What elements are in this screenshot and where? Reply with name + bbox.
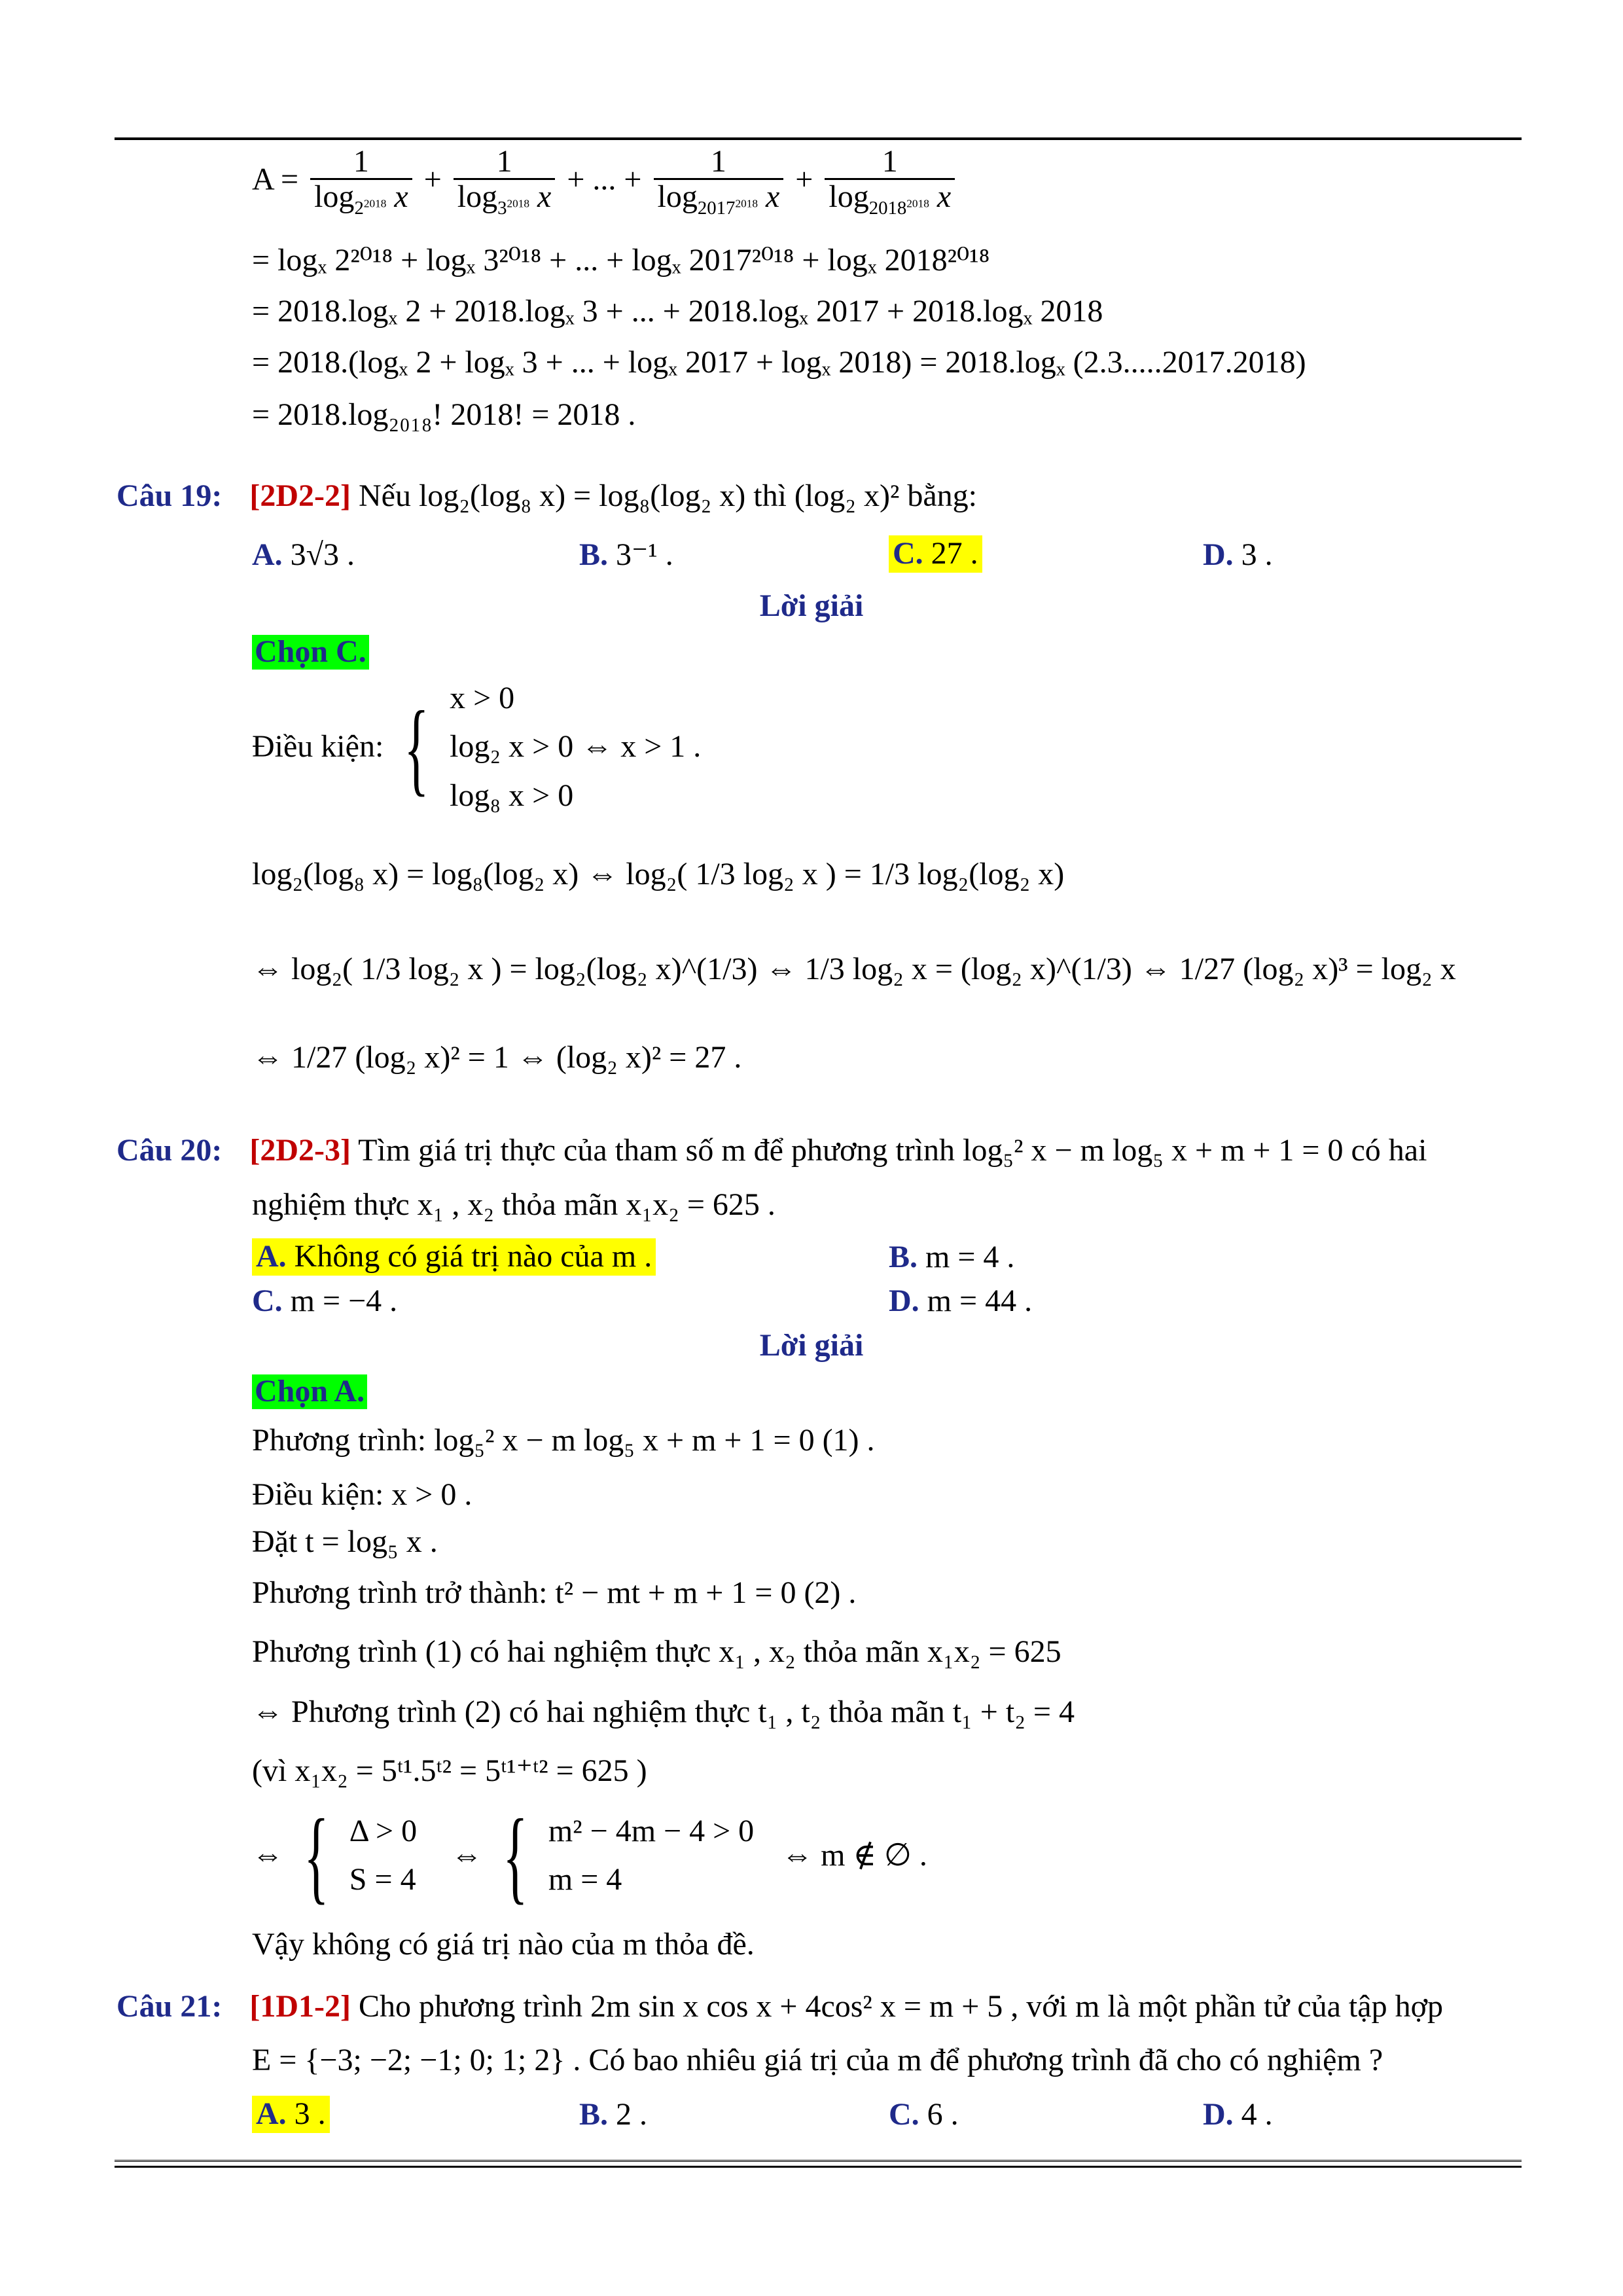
q20-text-2: nghiệm thực x₁ , x₂ thỏa mãn x₁x₂ = 625 . bbox=[252, 1187, 776, 1222]
q20-line-1: Phương trình: log₅² x − m log₅ x + m + 1 = 0 (1) . bbox=[252, 1423, 875, 1458]
q20-line-6: ⇔ Phương trình (2) có hai nghiệm thực t₁ , t₂ thỏa mãn t₁ + t₂ = 4 bbox=[252, 1695, 1075, 1729]
q21-tag: [1D1-2] bbox=[249, 1989, 351, 2024]
q19-condition bbox=[252, 674, 701, 820]
top-rule bbox=[115, 137, 1522, 140]
derivation-line-3: = 2018.logₓ 2 + 2018.logₓ 3 + ... + 2018.logₓ 2017 + 2018.logₓ 2018 bbox=[252, 294, 1103, 329]
q21-option-d[interactable]: D. 4 . bbox=[1203, 2097, 1273, 2132]
derivation-line-2: = logₓ 2²⁰¹⁸ + logₓ 3²⁰¹⁸ + ... + logₓ 2017²⁰¹⁸ + logₓ 2018²⁰¹⁸ bbox=[252, 243, 990, 278]
frac-term-2: $\frac{1}{\log_{3^{2018}} x}$ bbox=[454, 145, 556, 219]
q19-option-d[interactable]: D. 3 . bbox=[1203, 537, 1273, 572]
q21-label: Câu 21: bbox=[116, 1989, 223, 2024]
q20-line-5: Phương trình (1) có hai nghiệm thực x₁ , x₂ thỏa mãn x₁x₂ = 625 bbox=[252, 1634, 1061, 1669]
q21-option-c[interactable]: C. 6 . bbox=[889, 2097, 959, 2132]
q19-solution-title: Lời giải bbox=[759, 588, 864, 623]
q20-system-result: ⇔ m ∉ ∅ . bbox=[781, 1837, 927, 1873]
q20-tag: [2D2-3] bbox=[249, 1133, 351, 1168]
q21-text-1: Cho phương trình 2m sin x cos x + 4cos² x = m + 5 , với m là một phần tử của tập hợp bbox=[358, 1989, 1443, 2024]
q21-text-2: E = {−3; −2; −1; 0; 1; 2} . Có bao nhiêu giá trị của m để phương trình đã cho có nghiệm ? bbox=[252, 2043, 1383, 2077]
q20-line-3: Đặt t = log₅ x . bbox=[252, 1524, 438, 1559]
bottom-rule bbox=[115, 2160, 1522, 2168]
q19-step-3: ⇔ 1/27 (log₂ x)² = 1 ⇔ (log₂ x)² = 27 . bbox=[252, 1040, 742, 1075]
q19-step-1: log₂(log₈ x) = log₈(log₂ x) ⇔ log₂( 1/3 log₂ x ) = 1/3 log₂(log₂ x) bbox=[252, 857, 1065, 891]
brace-icon: { bbox=[304, 1797, 329, 1914]
q20-option-d[interactable]: D. m = 44 . bbox=[889, 1283, 1033, 1318]
q19-option-c[interactable]: C. 27 . bbox=[889, 535, 982, 573]
q20-label: Câu 20: bbox=[116, 1133, 223, 1168]
frac-term-4: $\frac{1}{\log_{2018^{2018}} x}$ bbox=[825, 145, 955, 219]
q20-solution-title: Lời giải bbox=[759, 1328, 864, 1363]
q20-line-7: (vì x₁x₂ = 5ᵗ¹.5ᵗ² = 5ᵗ¹⁺ᵗ² = 625 ) bbox=[252, 1753, 647, 1788]
q19-option-b[interactable]: B. 3⁻¹ . bbox=[579, 537, 673, 572]
q20-system-left: Δ > 0 S = 4 bbox=[349, 1813, 418, 1897]
q20-option-c[interactable]: C. m = −4 . bbox=[252, 1283, 398, 1318]
derivation-line-5: = 2018.log₂₀₁₈! 2018! = 2018 . bbox=[252, 397, 636, 432]
frac-term-1: $\frac{1}{\log_{2^{2018}} x}$ bbox=[310, 145, 412, 219]
q19-step-2: ⇔ log₂( 1/3 log₂ x ) = log₂(log₂ x)^(1/3) ⇔ 1/3 log₂ x = (log₂ x)^(1/3) ⇔ 1/27 (log₂ x)³ = log₂ x bbox=[252, 952, 1456, 986]
derivation-line-4: = 2018.(logₓ 2 + logₓ 3 + ... + logₓ 2017 + logₓ 2018) = 2018.logₓ (2.3.....2017.2018) bbox=[252, 345, 1306, 380]
q19-header bbox=[116, 479, 977, 514]
q19-label: Câu 19: bbox=[116, 478, 223, 513]
q21-option-b[interactable]: B. 2 . bbox=[579, 2097, 648, 2132]
q19-condition-label: Điều kiện: bbox=[252, 729, 384, 764]
q20-option-a[interactable]: A. Không có giá trị nào của m . bbox=[252, 1238, 656, 1276]
q21-header bbox=[116, 1990, 1443, 2024]
q19-option-a[interactable]: A. 3√3 . bbox=[252, 537, 355, 572]
q20-system: ⇔ { Δ > 0 S = 4 ⇔ { m² − 4m − 4 > 0 m = 4 ⇔ m ∉ ∅ . bbox=[252, 1797, 927, 1914]
q20-option-b[interactable]: B. m = 4 . bbox=[889, 1240, 1015, 1274]
q20-conclusion: Vậy không có giá trị nào của m thỏa đề. bbox=[252, 1927, 755, 1962]
q20-system-right: m² − 4m − 4 > 0 m = 4 bbox=[548, 1813, 755, 1897]
q21-option-a[interactable]: A. 3 . bbox=[252, 2096, 330, 2133]
q19-condition-system: x > 0 log₂ x > 0 ⇔ x > 1 . log₈ x > 0 bbox=[450, 681, 702, 813]
derivation-line-a: A = $\frac{1}{\log_{2^{2018}} x}$ + $\frac{1}{\log_{3^{2018}} x}$ + ... + $\frac{1}{\log_{2017^{2018}} x}$ + $\frac{1}{\log_{2018^{2018}} x}$ bbox=[252, 145, 959, 219]
brace-icon: { bbox=[503, 1797, 528, 1914]
q20-choice: Chọn A. bbox=[252, 1374, 367, 1409]
q19-text: Nếu log₂(log₈ x) = log₈(log₂ x) thì (log₂ x)² bằng: bbox=[358, 478, 977, 513]
brace-icon: { bbox=[404, 689, 429, 806]
q20-line-2: Điều kiện: x > 0 . bbox=[252, 1477, 473, 1512]
q19-choice: Chọn C. bbox=[252, 635, 369, 670]
derivation-a-prefix: A = bbox=[252, 162, 299, 197]
q20-line-4: Phương trình trở thành: t² − mt + m + 1 = 0 (2) . bbox=[252, 1575, 857, 1610]
frac-term-3: $\frac{1}{\log_{2017^{2018}} x}$ bbox=[654, 145, 784, 219]
q19-tag: [2D2-2] bbox=[249, 478, 351, 513]
q20-header bbox=[116, 1134, 1427, 1168]
q20-text-1: Tìm giá trị thực của tham số m để phương trình log₅² x − m log₅ x + m + 1 = 0 có hai bbox=[358, 1133, 1427, 1168]
